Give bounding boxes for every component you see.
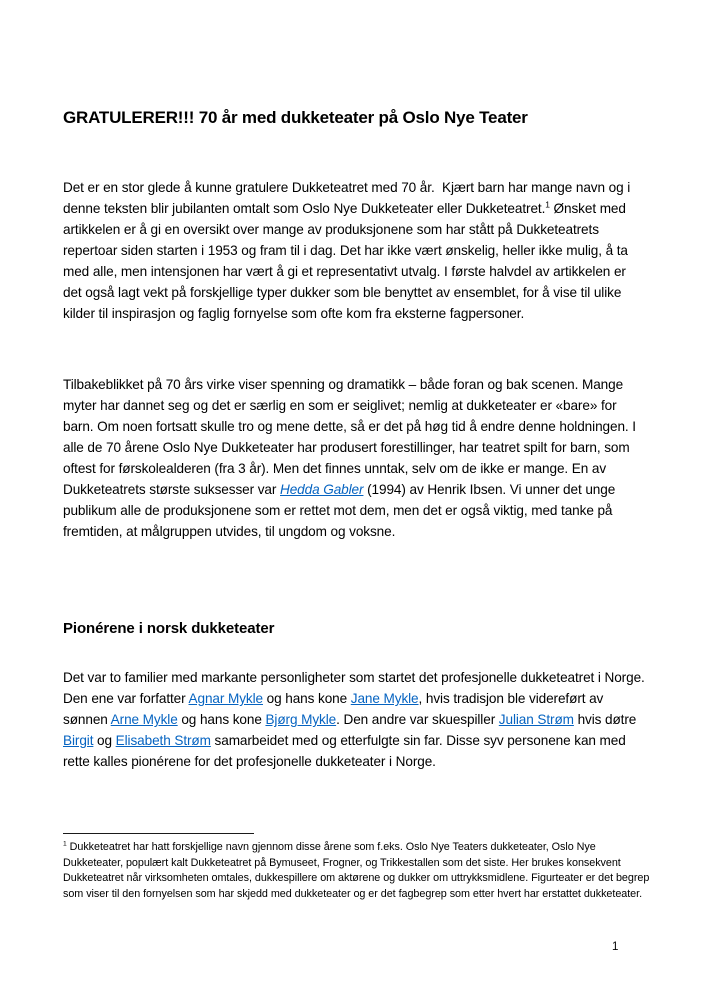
page-number: 1 [612,941,619,953]
paragraph-intro [63,177,645,324]
text-run: og [93,733,116,748]
footnote-1 [63,840,651,902]
text-run: Det er en stor glede å kunne gratulere Dukketeatret med 70 år. Kjært barn har mange navn og i denne teksten blir jubilanten omtalt som Oslo Nye Dukketeater eller Dukketeatret. [63,180,631,216]
footnote-reference: 1 [545,199,550,210]
link-julian-strøm[interactable]: Julian Strøm [498,712,574,727]
text-run: hvis døtre [573,712,637,727]
link-jane-mykle[interactable]: Jane Mykle [350,691,419,706]
document-title: GRATULERER!!! 70 år med dukketeater på Oslo Nye Teater [63,108,528,127]
link-hedda-gabler[interactable]: Hedda Gabler [280,482,364,497]
link-agnar-mykle[interactable]: Agnar Mykle [188,691,263,706]
text-run: , hvis tradisjon ble videreført av sønnen [63,691,604,727]
text-run: (1994) av Henrik Ibsen. Vi unner det unge publikum alle de produksjonene som er rettet mot dem, men det er også viktig, med tanke på fremtiden, at målgruppen utvides, til ungdom og voksne. [63,482,616,539]
link-birgit[interactable]: Birgit [63,733,94,748]
text-run: Ønsket med artikkelen er å gi en oversikt over mange av produksjonene som har stått på Dukketeatrets repertoar siden starten i 1953 og fram til i dag. Det har ikke vært ønskelig, heller ikke mulig, å ta med alle, men intensjonen har vært å gi et representativt utvalg. I første halvdel av artikkelen er det også lagt vekt på forskjellige typer dukker som ble benyttet av ensemblet, for å vise til ulike kilder til inspirasjon og faglig fornyelse som ofte kom fra eksterne fagpersoner. [63,201,628,321]
text-run: . Den andre var skuespiller [336,712,499,727]
section-heading-pioneers: Pionérene i norsk dukketeater [63,620,275,637]
text-run: Dukketeatret har hatt forskjellige navn gjennom disse årene som f.eks. Oslo Nye Teaters dukketeater, Oslo Nye Dukketeater, populært kalt Dukketeatret på Bymuseet, Frogner, og Trikkestallen som det siste. Her brukes konsekvent Dukketeatret når virksomheten omtales, dukkespillere om aktørene og dukker om uttrykksmidlene. Figurteater er det begrep som viser til den fornyelsen som har skjedd med dukketeater og er det fagbegrep som etter hvert har erstattet dukketeater. [63,841,650,900]
paragraph-pioneers [63,667,645,772]
footnote-separator [63,833,254,834]
text-run: Det var to familier med markante personligheter som startet det profesjonelle dukketeatret i Norge. Den ene var forfatter [63,670,645,706]
link-elisabeth-strøm[interactable]: Elisabeth Strøm [115,733,211,748]
footnote-reference: 1 [63,840,67,848]
text-run: og hans kone [177,712,266,727]
link-arne-mykle[interactable]: Arne Mykle [110,712,178,727]
link-bjørg-mykle[interactable]: Bjørg Mykle [265,712,337,727]
text-run: Tilbakeblikket på 70 års virke viser spenning og dramatikk – både foran og bak scenen. Mange myter har dannet seg og det er særlig en som er seiglivet; nemlig at dukketeater er «bare» for barn. Om noen fortsatt skulle tro og mene dette, så er det på høg tid å endre denne holdningen. I alle de 70 årene Oslo Nye Dukketeater har produsert forestillinger, har teatret spilt for barn, som oftest for førskolealderen (fra 3 år). Men det finnes unntak, selv om de ikke er mange. En av Dukketeatrets største suksesser var [63,377,636,497]
paragraph-retrospect [63,374,645,542]
text-run: samarbeidet med og etterfulgte sin far. Disse syv personene kan med rette kalles pionérene for det profesjonelle dukketeater i Norge. [63,733,626,769]
text-run: og hans kone [262,691,351,706]
